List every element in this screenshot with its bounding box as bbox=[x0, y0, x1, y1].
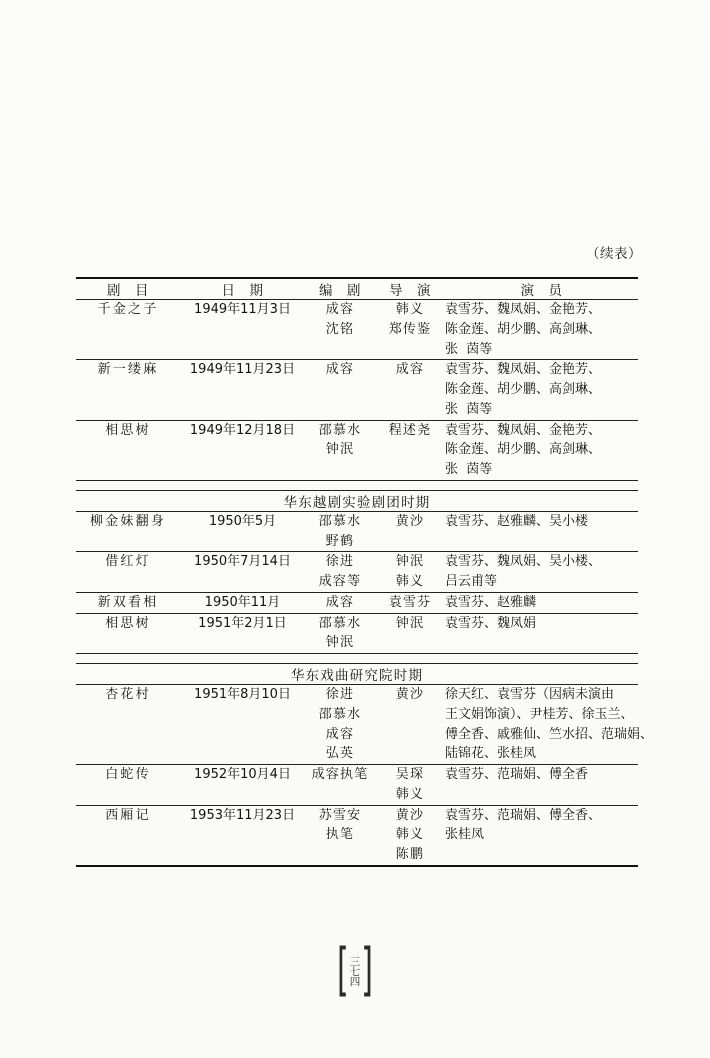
cell-cast bbox=[445, 360, 638, 419]
cell-date bbox=[180, 593, 305, 613]
table-row[interactable] bbox=[76, 552, 638, 592]
cell-line: 吕云甫等 bbox=[445, 574, 498, 589]
cell-line: 黄沙 bbox=[395, 687, 425, 702]
cell-cast bbox=[445, 512, 638, 552]
cell-line: 相思树 bbox=[105, 422, 151, 438]
cell-line: 程述尧 bbox=[388, 422, 432, 438]
cell-cast bbox=[445, 593, 638, 613]
cell-cast bbox=[445, 685, 654, 764]
cell-play-title bbox=[76, 685, 180, 764]
cell-line: 成容 bbox=[325, 362, 355, 378]
cell-line: 钟泯 bbox=[395, 615, 425, 631]
table-row[interactable] bbox=[76, 614, 638, 654]
cell-line: 张 茵等 bbox=[445, 462, 493, 477]
bracket-left: [ bbox=[337, 937, 349, 1005]
cell-date bbox=[180, 806, 305, 865]
cell-play-title bbox=[76, 614, 180, 654]
cell-line: 1949年11月23日 bbox=[189, 362, 296, 378]
cell-line: 成容 bbox=[325, 594, 355, 610]
cell-director bbox=[375, 593, 445, 613]
cell-writer bbox=[305, 614, 375, 654]
cell-line: 1951年2月1日 bbox=[198, 615, 287, 631]
cell-line: 弘英 bbox=[325, 746, 355, 762]
cell-line: 袁雪芬、范瑞娟、傅全香、 bbox=[445, 807, 602, 823]
cell-line: 借红灯 bbox=[105, 554, 151, 570]
cell-line: 钟泯 bbox=[325, 635, 355, 651]
cell-date bbox=[180, 300, 305, 359]
cell-line: 袁雪芬、魏凤娟、金艳芳、 bbox=[445, 362, 602, 378]
cell-director bbox=[375, 685, 445, 764]
cell-line: 柳金妹翻身 bbox=[89, 513, 166, 529]
cell-director bbox=[375, 300, 445, 359]
cell-line: 王文娟饰演）、尹桂芳、徐玉兰、 bbox=[445, 706, 634, 722]
cell-cast bbox=[445, 614, 638, 654]
page-number-digit: 七 bbox=[349, 966, 361, 979]
cell-line: 陈鹏 bbox=[395, 847, 425, 862]
cell-line: 钟泯 bbox=[325, 442, 355, 458]
cell-line: 1950年7月14日 bbox=[194, 554, 291, 570]
cell-line: 徐进 bbox=[325, 687, 355, 702]
table-row[interactable] bbox=[76, 765, 638, 805]
cell-cast bbox=[445, 300, 638, 359]
column-header-1: 剧 目 bbox=[107, 283, 149, 299]
cell-line: 郑传鉴 bbox=[388, 321, 432, 337]
column-header-4: 导 演 bbox=[389, 283, 431, 299]
cell-line: 苏雪安 bbox=[318, 807, 362, 823]
continued-table-label: （续表） bbox=[586, 246, 642, 262]
page-number-digit: 三 bbox=[349, 956, 361, 969]
cell-line: 袁雪芬 bbox=[388, 594, 432, 610]
cell-play-title bbox=[76, 300, 180, 359]
cell-cast bbox=[445, 765, 638, 805]
cell-line: 新双看相 bbox=[97, 594, 159, 610]
cell-line: 袁雪芬、范瑞娟、傅全香 bbox=[445, 767, 589, 782]
cell-line: 袁雪芬、魏凤娟、吴小楼、 bbox=[445, 554, 602, 570]
cell-line: 新一缕麻 bbox=[97, 362, 159, 378]
cell-line: 傅全香、戚雅仙、竺水招、范瑞娟、 bbox=[445, 726, 654, 742]
cell-line: 邵慕水 bbox=[318, 422, 362, 438]
cell-line: 千金之子 bbox=[97, 302, 159, 317]
cell-line: 邵慕水 bbox=[318, 706, 362, 722]
cell-date bbox=[180, 765, 305, 805]
cell-writer bbox=[305, 300, 375, 359]
column-header-3: 编 剧 bbox=[319, 283, 361, 299]
table-row[interactable] bbox=[76, 593, 638, 613]
cell-line: 沈铭 bbox=[325, 321, 355, 337]
rule-line bbox=[76, 865, 638, 867]
cell-line: 陈金莲、胡少鹏、高剑琳、 bbox=[445, 442, 602, 458]
cell-line: 黄沙 bbox=[395, 807, 425, 823]
cell-date bbox=[180, 512, 305, 552]
cell-line: 韩义 bbox=[395, 827, 425, 843]
cell-line: 成容 bbox=[325, 302, 355, 317]
cell-play-title bbox=[76, 593, 180, 613]
cell-date bbox=[180, 552, 305, 592]
cell-line: 钟泯 bbox=[395, 554, 425, 570]
cell-line: 白蛇传 bbox=[105, 767, 151, 782]
cell-play-title bbox=[76, 765, 180, 805]
cell-line: 张桂凤 bbox=[445, 827, 485, 843]
cell-director bbox=[375, 421, 445, 480]
page-number bbox=[0, 937, 710, 1005]
section-heading-row bbox=[76, 664, 638, 684]
cell-director bbox=[375, 614, 445, 654]
cell-line: 韩义 bbox=[395, 302, 425, 317]
cell-line: 张 茵等 bbox=[445, 401, 493, 417]
cell-line: 张 茵等 bbox=[445, 341, 493, 357]
cell-director bbox=[375, 765, 445, 805]
cell-line: 黄沙 bbox=[395, 513, 425, 529]
performance-table-body bbox=[76, 277, 654, 867]
cell-writer bbox=[305, 552, 375, 592]
performance-table-container bbox=[76, 277, 654, 867]
cell-line: 西厢记 bbox=[105, 807, 151, 823]
cell-line: 徐进 bbox=[325, 554, 355, 570]
table-rule bbox=[76, 865, 638, 867]
cell-line: 1949年12月18日 bbox=[189, 422, 296, 438]
cell-line: 邵慕水 bbox=[318, 513, 362, 529]
cell-date bbox=[180, 421, 305, 480]
cell-line: 陆锦花、张桂凤 bbox=[445, 746, 537, 762]
cell-director bbox=[375, 552, 445, 592]
cell-line: 1951年8月10日 bbox=[194, 687, 291, 702]
cell-play-title bbox=[76, 552, 180, 592]
cell-line: 陈金莲、胡少鹏、高剑琳、 bbox=[445, 382, 602, 397]
section-gap bbox=[76, 654, 638, 663]
cell-line: 袁雪芬、魏凤娟、金艳芳、 bbox=[445, 302, 602, 317]
cell-line: 邵慕水 bbox=[318, 615, 362, 631]
cell-line: 成容 bbox=[395, 362, 425, 378]
cell-line: 韩义 bbox=[395, 786, 425, 802]
column-header-2: 日 期 bbox=[221, 283, 264, 299]
cell-cast bbox=[445, 421, 638, 480]
cell-line: 韩义 bbox=[395, 574, 425, 589]
cell-line: 1952年10月4日 bbox=[194, 767, 291, 782]
cell-play-title bbox=[76, 360, 180, 419]
cell-line: 1953年11月23日 bbox=[189, 807, 296, 823]
cell-line: 1949年11月3日 bbox=[194, 302, 291, 317]
table-row[interactable] bbox=[76, 300, 638, 359]
cell-director bbox=[375, 360, 445, 419]
cell-cast bbox=[445, 806, 638, 865]
cell-writer bbox=[305, 806, 375, 865]
cell-date bbox=[180, 685, 305, 764]
cell-line: 吴琛 bbox=[395, 767, 425, 782]
performance-table bbox=[76, 277, 654, 867]
cell-line: 野鹤 bbox=[325, 533, 355, 549]
table-row[interactable] bbox=[76, 421, 638, 480]
cell-line: 成容 bbox=[325, 726, 355, 742]
section-gap bbox=[76, 481, 638, 490]
cell-director bbox=[375, 512, 445, 552]
table-row[interactable] bbox=[76, 512, 638, 552]
cell-line: 袁雪芬、魏凤娟、金艳芳、 bbox=[445, 422, 602, 438]
table-header-row bbox=[76, 279, 638, 299]
cell-line: 袁雪芬、赵雅麟 bbox=[445, 594, 537, 610]
cell-date bbox=[180, 360, 305, 419]
cell-line: 袁雪芬、赵雅麟、吴小楼 bbox=[445, 513, 589, 529]
page-number-digit: 四 bbox=[349, 975, 361, 988]
cell-writer bbox=[305, 593, 375, 613]
cell-director bbox=[375, 806, 445, 865]
cell-writer bbox=[305, 421, 375, 480]
cell-writer bbox=[305, 512, 375, 552]
bracket-right: ] bbox=[361, 937, 373, 1005]
section-heading-row bbox=[76, 491, 638, 511]
cell-writer bbox=[305, 765, 375, 805]
column-header-5: 演 员 bbox=[520, 283, 563, 299]
cell-play-title bbox=[76, 806, 180, 865]
cell-date bbox=[180, 614, 305, 654]
section-heading: 华东越剧实验剧团时期 bbox=[283, 494, 431, 511]
cell-writer bbox=[305, 685, 375, 764]
cell-line: 袁雪芬、魏凤娟 bbox=[445, 615, 537, 631]
cell-writer bbox=[305, 360, 375, 419]
cell-line: 1950年5月 bbox=[208, 513, 277, 529]
cell-line: 陈金莲、胡少鹏、高剑琳、 bbox=[445, 321, 602, 337]
cell-line: 相思树 bbox=[105, 615, 151, 631]
table-row[interactable] bbox=[76, 685, 638, 764]
cell-line: 徐天红、袁雪芬（因病未演由 bbox=[445, 687, 615, 702]
cell-line: 1950年11月 bbox=[204, 594, 281, 610]
table-row[interactable] bbox=[76, 806, 638, 865]
cell-line: 执笔 bbox=[325, 827, 355, 843]
table-row[interactable] bbox=[76, 360, 638, 419]
page-number-digits bbox=[350, 958, 361, 988]
cell-play-title bbox=[76, 421, 180, 480]
cell-line: 杏花村 bbox=[105, 687, 151, 702]
cell-line: 成容等 bbox=[318, 574, 362, 589]
cell-line: 成容执笔 bbox=[311, 767, 369, 782]
cell-play-title bbox=[76, 512, 180, 552]
cell-cast bbox=[445, 552, 638, 592]
section-heading: 华东戏曲研究院时期 bbox=[290, 668, 424, 684]
